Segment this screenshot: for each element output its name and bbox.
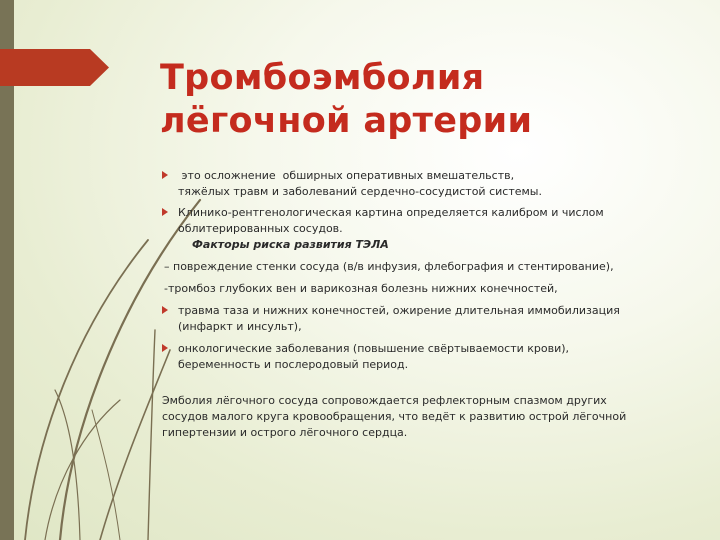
closing-paragraph	[162, 393, 702, 441]
dash-item: -тромбоз глубоких вен и варикозная болезнь нижних конечностей,	[164, 282, 558, 295]
bullet-item	[162, 168, 702, 200]
slide-content	[162, 168, 702, 441]
bullet-text-line: Клинико-рентгенологическая картина определяется калибром и числом	[178, 206, 604, 219]
closing-line: сосудов малого круга кровообращения, что ведёт к развитию острой лёгочной	[162, 410, 627, 423]
bullet-arrow-icon	[162, 344, 168, 352]
risk-factors-heading: Факторы риска развития ТЭЛА	[192, 238, 389, 251]
slide-title	[160, 57, 680, 143]
bullet-text-line: тяжёлых травм и заболеваний сердечно-сосудистой системы.	[178, 185, 542, 198]
bullet-arrow-icon	[162, 171, 168, 179]
bullet-item	[162, 205, 702, 253]
bullet-item	[162, 341, 702, 373]
title-line-2: лёгочной артерии	[160, 101, 533, 141]
bullet-text-line: (инфаркт и инсульт),	[178, 320, 302, 333]
bullet-arrow-icon	[162, 306, 168, 314]
closing-line: гипертензии и острого лёгочного сердца.	[162, 426, 408, 439]
closing-line: Эмболия лёгочного сосуда сопровождается рефлекторным спазмом других	[162, 394, 607, 407]
bullet-text-line: это осложнение обширных оперативных вмешательств,	[178, 169, 515, 182]
dash-item: – повреждение стенки сосуда (в/в инфузия, флебография и стентирование),	[164, 260, 614, 273]
title-accent-arrow	[0, 49, 109, 86]
bullet-text-line: облитерированных сосудов.	[178, 222, 343, 235]
bullet-text-line: онкологические заболевания (повышение свёртываемости крови),	[178, 342, 570, 355]
bullet-arrow-icon	[162, 208, 168, 216]
bullet-item	[162, 303, 702, 335]
bullet-text-line: беременность и послеродовый период.	[178, 358, 409, 371]
title-line-1: Тромбоэмболия	[160, 58, 485, 98]
bullet-text-line: травма таза и нижних конечностей, ожирение длительная иммобилизация	[178, 304, 620, 317]
